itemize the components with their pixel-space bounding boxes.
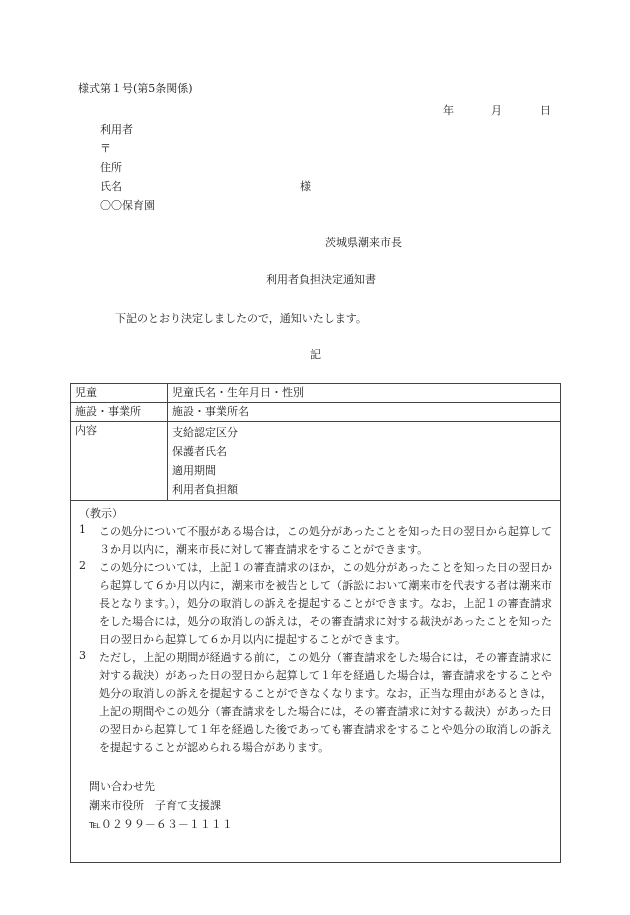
row-label: 内容 <box>71 422 168 501</box>
note-number: 3 <box>79 649 86 662</box>
facility-name: 〇〇保育園 <box>100 199 155 212</box>
user-label: 利用者 <box>100 123 133 136</box>
contact-tel: ℡０２９９－６３－１１１１ <box>89 818 233 831</box>
note-number: 2 <box>79 559 86 572</box>
ki-mark: 記 <box>310 348 321 361</box>
row-label: 児童 <box>71 384 168 403</box>
content-item: 支給認定区分 <box>172 426 238 439</box>
contact-office: 潮来市役所 子育て支援課 <box>89 799 221 812</box>
notes-row <box>71 501 561 863</box>
notes-cell <box>71 501 561 863</box>
decision-table <box>70 383 561 863</box>
content-list <box>168 422 561 501</box>
postal-mark: 〒 <box>100 142 111 155</box>
sender: 茨城県潮来市長 <box>325 236 402 249</box>
date-month: 月 <box>491 104 502 117</box>
date-line <box>443 104 551 118</box>
name-label: 氏名 <box>100 180 122 193</box>
date-day: 日 <box>540 104 551 117</box>
document-title: 利用者負担決定通知書 <box>266 273 376 286</box>
date-year: 年 <box>443 104 454 117</box>
notes-heading: （教示） <box>79 507 123 520</box>
note-item <box>79 523 552 559</box>
form-label: 様式第１号(第5条関係) <box>78 82 193 95</box>
intro-text: 下記のとおり決定しましたので，通知いたします。 <box>115 312 367 325</box>
content-item: 保護者氏名 <box>172 445 227 458</box>
note-item <box>79 649 552 757</box>
row-value: 施設・事業所名 <box>168 403 561 422</box>
row-value: 児童氏名・生年月日・性別 <box>168 384 561 403</box>
row-label: 施設・事業所 <box>71 403 168 422</box>
table-row <box>71 384 561 403</box>
table-row <box>71 403 561 422</box>
address-label: 住所 <box>100 161 122 174</box>
note-item <box>79 559 552 649</box>
contact-heading: 問い合わせ先 <box>89 780 155 793</box>
note-text: この処分については，上記１の審査請求のほか，この処分があったことを知った日の翌日から起算して６か月以内に，潮来市を被告として（訴訟において潮来市を代表する者は潮来市長となります。），処分の取消しの訴えを提起することができます。なお，上記１の審査請求をした場合には，処分の取消しの訴えは，その審査請求に対する裁決があったことを知った日の翌日から起算して６か月以内に提起することができます。 <box>99 561 552 646</box>
content-item: 適用期間 <box>172 464 216 477</box>
note-text: ただし，上記の期間が経過する前に，この処分（審査請求をした場合には，その審査請求に対する裁決）があった日の翌日から起算して１年を経過した場合は，審査請求をすることや処分の取消しの訴えを提起することができなくなります。なお，正当な理由があるときは，上記の期間やこの処分（審査請求をした場合には，その審査請求に対する裁決）があった日の翌日から起算して１年を経過した後であっても審査請求をすることや処分の取消しの訴えを提起することが認められる場合があります。 <box>99 651 552 754</box>
note-text: この処分について不服がある場合は，この処分があったことを知った日の翌日から起算して３か月以内に，潮来市長に対して審査請求をすることができます。 <box>99 525 552 556</box>
table-row <box>71 422 561 501</box>
content-item: 利用者負担額 <box>172 483 238 496</box>
honorific: 様 <box>300 180 311 193</box>
note-number: 1 <box>79 523 86 536</box>
contact-block <box>79 777 552 834</box>
